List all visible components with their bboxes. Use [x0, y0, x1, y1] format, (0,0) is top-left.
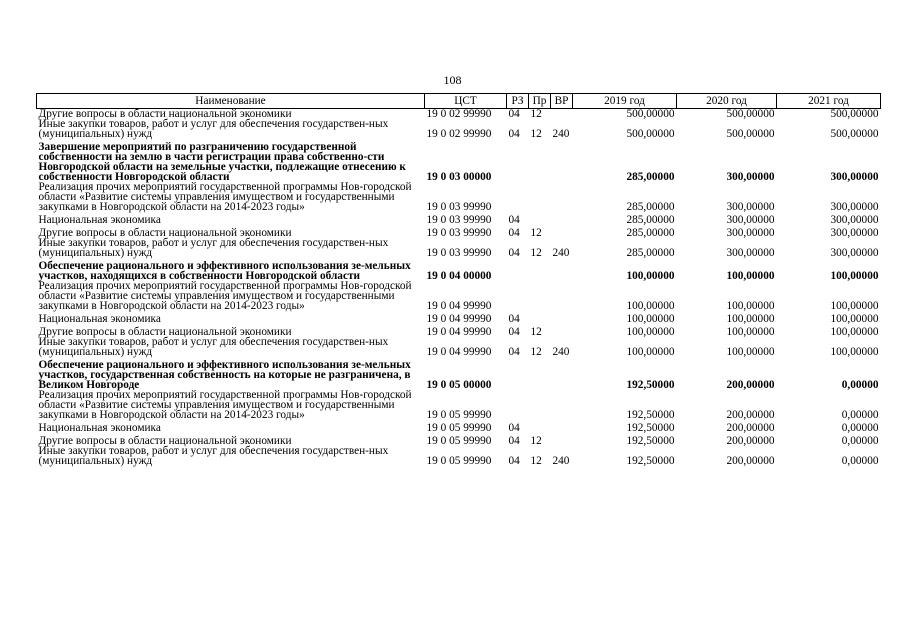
cell-cst: 19 0 04 99990	[426, 326, 492, 338]
cell-rz	[507, 258, 529, 281]
cell-rz: 04	[508, 455, 520, 467]
cell-rz: 04	[508, 313, 520, 325]
cell-vr: 240	[552, 346, 570, 358]
page-number: 108	[443, 73, 462, 87]
cell-y2019: 100,00000	[626, 270, 675, 282]
cell-pr: 12	[530, 435, 542, 447]
cell-rz: 04	[508, 128, 520, 140]
cell-name: Реализация прочих мероприятий государственной программы Нов-городской области «Развитие системы управления имуществом и государственными закупками в Новгородской области на 2014-2023 годы»	[38, 280, 412, 312]
table-row	[37, 238, 881, 258]
cell-y2019: 100,00000	[626, 346, 675, 358]
cell-rz	[507, 139, 529, 182]
cell-cst: 19 0 05 99990	[426, 422, 492, 434]
cell-y2019: 192,50000	[626, 455, 675, 467]
cell-cst: 19 0 02 99990	[426, 128, 492, 140]
cell-y2020: 100,00000	[726, 300, 775, 312]
cell-pr	[529, 139, 551, 182]
cell-pr	[529, 390, 551, 420]
cell-y2021: 0,00000	[841, 435, 879, 447]
cell-cst: 19 0 03 00000	[426, 171, 492, 183]
cell-vr: 240	[552, 247, 570, 259]
table-body	[37, 109, 881, 467]
cell-rz: 04	[508, 422, 520, 434]
header-2019: 2019 год	[573, 94, 677, 109]
cell-cst: 19 0 05 00000	[426, 379, 492, 391]
cell-rz	[507, 390, 529, 420]
cell-pr: 12	[530, 227, 542, 239]
cell-name: Иные закупки товаров, работ и услуг для обеспечения государствен-ных (муниципальных) нужд	[38, 118, 389, 140]
cell-name: Другие вопросы в области национальной экономики	[38, 326, 292, 338]
cell-cst: 19 0 02 99990	[426, 108, 492, 120]
cell-vr: 240	[552, 128, 570, 140]
cell-rz: 04	[508, 108, 520, 120]
cell-y2021: 500,00000	[830, 128, 879, 140]
cell-vr	[551, 357, 573, 390]
cell-y2020: 200,00000	[726, 379, 775, 391]
cell-y2021: 0,00000	[841, 455, 879, 467]
header-name: Наименование	[37, 94, 425, 109]
cell-vr	[551, 433, 573, 446]
cell-name: Реализация прочих мероприятий государственной программы Нов-городской области «Развитие системы управления имуществом и государственными закупками в Новгородской области на 2014-2023 годы»	[38, 181, 412, 213]
cell-rz: 04	[508, 214, 520, 226]
table-row	[37, 311, 881, 324]
cell-y2020: 200,00000	[726, 455, 775, 467]
cell-y2021: 100,00000	[830, 300, 879, 312]
cell-y2019: 285,00000	[626, 171, 675, 183]
cell-vr	[551, 390, 573, 420]
cell-y2019: 192,50000	[626, 409, 675, 421]
header-2020: 2020 год	[677, 94, 777, 109]
cell-pr: 12	[530, 108, 542, 120]
cell-y2019: 100,00000	[626, 313, 675, 325]
cell-name: Другие вопросы в области национальной экономики	[38, 435, 292, 447]
cell-name: Реализация прочих мероприятий государственной программы Нов-городской области «Развитие системы управления имуществом и государственными закупками в Новгородской области на 2014-2023 годы»	[38, 389, 412, 421]
cell-rz: 04	[508, 346, 520, 358]
cell-rz: 04	[508, 435, 520, 447]
cell-y2019: 500,00000	[626, 108, 675, 120]
header-pr: Пр	[529, 94, 551, 109]
table-row	[37, 212, 881, 225]
cell-pr: 12	[530, 455, 542, 467]
table-row	[37, 337, 881, 357]
cell-vr	[551, 311, 573, 324]
cell-y2019: 100,00000	[626, 326, 675, 338]
cell-pr: 12	[530, 326, 542, 338]
cell-cst: 19 0 04 99990	[426, 300, 492, 312]
cell-vr	[551, 420, 573, 433]
cell-y2021: 300,00000	[830, 214, 879, 226]
table-row	[37, 281, 881, 311]
cell-y2020: 500,00000	[726, 108, 775, 120]
cell-y2021: 300,00000	[830, 171, 879, 183]
cell-pr	[529, 357, 551, 390]
cell-y2019: 285,00000	[626, 214, 675, 226]
cell-cst: 19 0 03 99990	[426, 214, 492, 226]
cell-rz: 04	[508, 326, 520, 338]
cell-y2020: 300,00000	[726, 247, 775, 259]
table-row	[37, 446, 881, 466]
header-rz: РЗ	[507, 94, 529, 109]
table-row	[37, 139, 881, 182]
cell-y2021: 100,00000	[830, 270, 879, 282]
cell-name: Завершение мероприятий по разграничению государственной собственности на землю в части регистрации права собственно-сти Новгородской области на земельные участки, подлежащие отнесению к собственности Новгородской области	[38, 141, 406, 183]
cell-y2019: 285,00000	[626, 227, 675, 239]
cell-name: Национальная экономика	[38, 313, 161, 325]
cell-pr	[529, 420, 551, 433]
cell-y2019: 192,50000	[626, 422, 675, 434]
cell-cst: 19 0 04 99990	[426, 346, 492, 358]
cell-y2020: 100,00000	[726, 346, 775, 358]
cell-cst: 19 0 05 99990	[426, 409, 492, 421]
cell-y2020: 200,00000	[726, 422, 775, 434]
table-row	[37, 258, 881, 281]
cell-name: Обеспечение рационального и эффективного использования зе-мельных участков, находящихся в собственности Новгородской области	[38, 260, 411, 282]
header-2021: 2021 год	[777, 94, 881, 109]
cell-rz	[507, 357, 529, 390]
cell-name: Иные закупки товаров, работ и услуг для обеспечения государствен-ных (муниципальных) нужд	[38, 445, 389, 467]
table-row	[37, 390, 881, 420]
header-cst: ЦСТ	[425, 94, 507, 109]
cell-name: Иные закупки товаров, работ и услуг для обеспечения государствен-ных (муниципальных) нужд	[38, 336, 389, 358]
cell-y2019: 285,00000	[626, 247, 675, 259]
cell-vr: 240	[552, 455, 570, 467]
cell-vr	[551, 324, 573, 337]
budget-table	[36, 93, 881, 466]
cell-vr	[551, 281, 573, 311]
cell-cst: 19 0 03 99990	[426, 227, 492, 239]
cell-pr	[529, 212, 551, 225]
cell-y2021: 0,00000	[841, 422, 879, 434]
table-header-row	[37, 94, 881, 109]
cell-y2021: 300,00000	[830, 247, 879, 259]
cell-y2021: 100,00000	[830, 326, 879, 338]
cell-pr	[529, 281, 551, 311]
cell-cst: 19 0 04 99990	[426, 313, 492, 325]
cell-vr	[551, 109, 573, 120]
cell-name: Другие вопросы в области национальной экономики	[38, 108, 292, 120]
cell-cst: 19 0 03 99990	[426, 247, 492, 259]
cell-pr: 12	[530, 346, 542, 358]
cell-name: Национальная экономика	[38, 214, 161, 226]
cell-vr	[551, 258, 573, 281]
header-vr: ВР	[551, 94, 573, 109]
cell-pr: 12	[530, 128, 542, 140]
cell-y2021: 0,00000	[841, 409, 879, 421]
cell-name: Другие вопросы в области национальной экономики	[38, 227, 292, 239]
cell-vr	[551, 225, 573, 238]
cell-pr	[529, 182, 551, 212]
cell-y2020: 300,00000	[726, 214, 775, 226]
cell-pr	[529, 258, 551, 281]
cell-pr: 12	[530, 247, 542, 259]
cell-rz	[507, 281, 529, 311]
cell-y2020: 100,00000	[726, 326, 775, 338]
cell-y2019: 500,00000	[626, 128, 675, 140]
cell-vr	[551, 182, 573, 212]
cell-cst: 19 0 05 99990	[426, 435, 492, 447]
cell-y2019: 192,50000	[626, 379, 675, 391]
cell-y2021: 100,00000	[830, 313, 879, 325]
cell-y2020: 500,00000	[726, 128, 775, 140]
table-row	[37, 119, 881, 139]
cell-y2021: 0,00000	[841, 379, 879, 391]
cell-y2019: 285,00000	[626, 201, 675, 213]
cell-y2021: 100,00000	[830, 346, 879, 358]
cell-rz: 04	[508, 247, 520, 259]
cell-y2019: 100,00000	[626, 300, 675, 312]
cell-name: Иные закупки товаров, работ и услуг для обеспечения государствен-ных (муниципальных) нужд	[38, 237, 389, 259]
table-row	[37, 357, 881, 390]
cell-cst: 19 0 05 99990	[426, 455, 492, 467]
cell-y2021: 300,00000	[830, 201, 879, 213]
cell-rz: 04	[508, 227, 520, 239]
cell-y2020: 300,00000	[726, 227, 775, 239]
cell-y2020: 100,00000	[726, 270, 775, 282]
cell-rz	[507, 182, 529, 212]
table-row	[37, 182, 881, 212]
cell-y2020: 300,00000	[726, 171, 775, 183]
cell-name: Национальная экономика	[38, 422, 161, 434]
cell-y2020: 200,00000	[726, 409, 775, 421]
cell-cst: 19 0 04 00000	[426, 270, 492, 282]
cell-vr	[551, 212, 573, 225]
cell-y2020: 200,00000	[726, 435, 775, 447]
cell-y2020: 100,00000	[726, 313, 775, 325]
cell-pr	[529, 311, 551, 324]
cell-y2019: 192,50000	[626, 435, 675, 447]
cell-y2021: 300,00000	[830, 227, 879, 239]
cell-y2021: 500,00000	[830, 108, 879, 120]
table-row	[37, 420, 881, 433]
cell-y2020: 300,00000	[726, 201, 775, 213]
cell-vr	[551, 139, 573, 182]
cell-name: Обеспечение рационального и эффективного использования зе-мельных участков, государственная собственность на которые не разграничена, в Великом Новгороде	[38, 359, 411, 391]
cell-cst: 19 0 03 99990	[426, 201, 492, 213]
